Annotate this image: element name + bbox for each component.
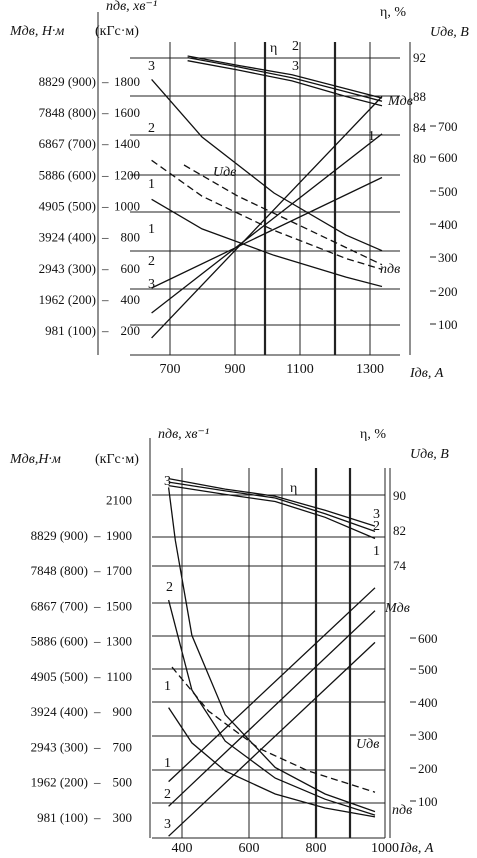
curve-number-label: 3: [148, 277, 155, 292]
n-tick-dash: –: [94, 809, 101, 825]
n-tick-dash: –: [102, 136, 109, 152]
curve-number-label: 2: [166, 580, 173, 595]
eta-tick-label: 92: [413, 50, 426, 65]
moment-tick-label: 981 (100): [45, 323, 96, 339]
curve-number-label: 3: [164, 474, 171, 489]
n-tick-label: 200: [120, 323, 140, 339]
series-mдв-2-line: [152, 134, 382, 313]
eta-tick-label: 82: [393, 523, 406, 538]
x-axis-title: Iдв, А: [410, 366, 444, 381]
u-axis-title: Uдв, В: [410, 447, 449, 462]
u-tick-label: 200: [418, 761, 438, 776]
udv-curve-label: Uдв: [213, 165, 237, 180]
curve-number-label: 1: [373, 544, 380, 559]
x-tick-label: 400: [171, 841, 193, 856]
eta-tick-label: 74: [393, 558, 406, 573]
series-nдв-3-line: [152, 79, 382, 250]
chart-top: [9, 0, 469, 381]
n-tick-label: 1700: [106, 563, 132, 579]
moment-tick-label: 981 (100): [37, 809, 88, 825]
u-tick-label: 600: [438, 150, 458, 165]
u-tick-label: 400: [438, 217, 458, 232]
n-tick-dash: –: [102, 229, 109, 245]
x-axis-title: Iдв, А: [400, 841, 434, 856]
moment-tick-label: 2943 (300): [30, 739, 88, 755]
x-tick-label: 1000: [371, 841, 399, 856]
u-axis-title: Uдв, В: [430, 25, 469, 40]
n-tick-dash: –: [94, 563, 101, 579]
x-tick-label: 600: [238, 841, 260, 856]
curve-number-label: 1: [164, 756, 171, 771]
n-tick-dash: –: [102, 260, 109, 276]
n-tick-label: 1800: [114, 73, 140, 89]
u-tick-label: 300: [418, 728, 438, 743]
curve-number-label: 2: [148, 121, 155, 136]
n-tick-label: 1300: [106, 633, 132, 649]
moment-axis-title-units: (кГс·м): [95, 452, 139, 467]
moment-tick-label: 4905 (500): [38, 198, 96, 214]
series-mдв-3-line: [169, 642, 375, 836]
moment-axis-title: Mдв, Н·м: [10, 24, 65, 39]
eta-axis-title: η, %: [360, 427, 386, 442]
moment-tick-label: 1962 (200): [38, 291, 96, 307]
x-tick-label: 700: [159, 362, 181, 377]
curve-number-label: 1: [148, 222, 155, 237]
series-mдв-2-line: [169, 611, 375, 807]
moment-tick-label: 5886 (600): [38, 167, 96, 183]
n-tick-dash: –: [94, 668, 101, 684]
curve-number-label: 2: [373, 519, 380, 534]
n-tick-label: 700: [112, 739, 132, 755]
n-tick-dash: –: [102, 198, 109, 214]
series-η-3-line: [169, 479, 375, 526]
moment-tick-label: 8829 (900): [38, 73, 96, 89]
moment-tick-label: 2943 (300): [38, 260, 96, 276]
chart-bottom: [9, 427, 449, 856]
n-tick-label: 1600: [114, 105, 140, 121]
x-tick-label: 1300: [356, 362, 384, 377]
u-tick-label: 500: [418, 662, 438, 677]
curve-number-label: 3: [373, 507, 380, 522]
n-tick-dash: –: [102, 73, 109, 89]
curve-number-label: 1: [148, 177, 155, 192]
n-top-tick-label: 2100: [106, 492, 132, 508]
n-tick-dash: –: [94, 774, 101, 790]
u-tick-label: 200: [438, 284, 458, 299]
curve-number-label: 3: [164, 817, 171, 832]
moment-axis-title-units: (кГс·м): [95, 24, 139, 39]
eta-curve-label: η: [290, 481, 298, 496]
udv-curve-label: Uдв: [356, 737, 380, 752]
series-mдв-1-line: [152, 178, 382, 289]
mdv-curve-label: Mдв: [388, 94, 413, 109]
u-tick-label: 400: [418, 695, 438, 710]
eta-tick-label: 90: [393, 488, 406, 503]
n-tick-dash: –: [94, 633, 101, 649]
eta-tick-label: 84: [413, 120, 426, 135]
series-η-1-line: [169, 486, 375, 539]
n-tick-label: 1400: [114, 136, 140, 152]
x-tick-label: 900: [224, 362, 246, 377]
series-mдв-1-line: [169, 588, 375, 782]
ndv-curve-label: nдв: [380, 262, 401, 277]
u-tick-label: 100: [418, 794, 438, 809]
eta-curve-label: η: [270, 41, 278, 56]
curve-number-label: 2: [292, 39, 299, 54]
x-tick-label: 800: [305, 841, 327, 856]
n-tick-label: 800: [120, 229, 140, 245]
curve-number-label: 2: [148, 254, 155, 269]
moment-tick-label: 4905 (500): [30, 668, 88, 684]
u-tick-label: 600: [418, 631, 438, 646]
moment-tick-label: 6867 (700): [38, 136, 96, 152]
series-η-3-line: [188, 56, 382, 98]
eta-axis-title: η, %: [380, 5, 406, 20]
u-tick-label: 100: [438, 317, 458, 332]
n-tick-dash: –: [94, 739, 101, 755]
n-tick-label: 600: [120, 260, 140, 276]
n-tick-label: 300: [112, 809, 132, 825]
eta-tick-label: 88: [413, 89, 426, 104]
ndv-curve-label: nдв: [392, 803, 413, 818]
curve-number-label: 3: [148, 59, 155, 74]
eta-tick-label: 80: [413, 151, 426, 166]
n-tick-label: 400: [120, 291, 140, 307]
n-axis-title: nдв, хв⁻¹: [158, 427, 210, 442]
u-tick-label: 700: [438, 119, 458, 134]
n-tick-dash: –: [94, 598, 101, 614]
n-tick-dash: –: [102, 291, 109, 307]
series-nдв-3-line: [169, 487, 375, 811]
u-tick-label: 500: [438, 184, 458, 199]
moment-axis-title: Mдв,Н·м: [10, 452, 61, 467]
curve-number-label: 3: [292, 59, 299, 74]
n-tick-label: 1000: [114, 198, 140, 214]
moment-tick-label: 3924 (400): [30, 704, 88, 720]
n-tick-label: 1900: [106, 527, 132, 543]
moment-tick-label: 5886 (600): [30, 633, 88, 649]
n-tick-label: 1500: [106, 598, 132, 614]
mdv-curve-label: Mдв: [385, 601, 410, 616]
n-tick-label: 500: [112, 774, 132, 790]
n-tick-label: 1200: [114, 167, 140, 183]
series-η-1-line: [188, 61, 382, 106]
x-tick-label: 1100: [286, 362, 314, 377]
series-mдв-3-line: [152, 97, 382, 338]
curve-number-label: 1: [368, 129, 375, 144]
moment-tick-label: 8829 (900): [30, 527, 88, 543]
moment-tick-label: 7848 (800): [38, 105, 96, 121]
n-tick-dash: –: [94, 704, 101, 720]
n-tick-dash: –: [94, 527, 101, 543]
moment-tick-label: 7848 (800): [30, 563, 88, 579]
n-tick-dash: –: [102, 323, 109, 339]
n-tick-dash: –: [102, 105, 109, 121]
series-η-2-line: [169, 482, 375, 531]
curve-number-label: 1: [164, 679, 171, 694]
moment-tick-label: 3924 (400): [38, 229, 96, 245]
moment-tick-label: 1962 (200): [30, 774, 88, 790]
u-tick-label: 300: [438, 250, 458, 265]
curve-number-label: 2: [164, 787, 171, 802]
n-tick-label: 900: [112, 704, 132, 720]
n-axis-title: nдв, хв⁻¹: [106, 0, 158, 14]
moment-tick-label: 6867 (700): [30, 598, 88, 614]
n-tick-dash: –: [102, 167, 109, 183]
n-tick-label: 1100: [106, 668, 132, 684]
